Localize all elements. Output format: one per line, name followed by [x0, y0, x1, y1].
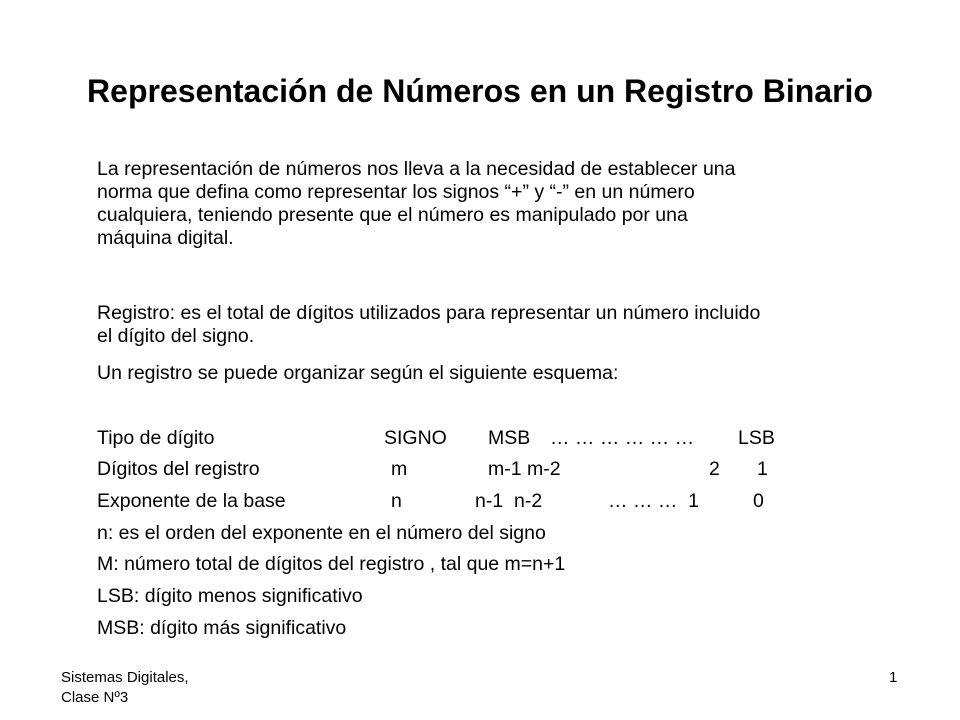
scheme-cell: 0 [753, 490, 764, 512]
slide-title: Representación de Números en un Registro Binario [87, 73, 873, 109]
registro-line: Registro: es el total de dígitos utilizados para representar un número incluido [97, 302, 761, 324]
scheme-cell: … … … … … … [550, 427, 695, 449]
scheme-cell: … … … 1 [608, 490, 700, 512]
scheme-row-label: Dígitos del registro [97, 458, 260, 480]
definition-line: LSB: dígito menos significativo [97, 585, 363, 607]
scheme-cell: n-1 n-2 [475, 490, 543, 512]
registro-paragraph [97, 302, 897, 348]
definition-line: M: número total de dígitos del registro , tal que m=n+1 [97, 553, 566, 575]
intro-line: La representación de números nos lleva a la necesidad de establecer una [97, 158, 736, 180]
registro-line: el dígito del signo. [97, 325, 255, 347]
footer-course-line: Sistemas Digitales, [61, 669, 189, 686]
definition-line: MSB: dígito más significativo [97, 617, 347, 639]
definition-line: n: es el orden del exponente en el número del signo [97, 522, 546, 544]
scheme-cell: LSB [738, 427, 775, 449]
scheme-cell: m [391, 458, 408, 480]
intro-paragraph [97, 158, 897, 250]
page-number: 1 [889, 669, 898, 686]
footer-course [61, 668, 189, 708]
intro-line: norma que defina como representar los signos “+” y “-” en un número [97, 181, 695, 203]
intro-line: máquina digital. [97, 227, 234, 249]
footer-course-line: Clase Nº3 [61, 689, 129, 706]
scheme-cell: SIGNO [384, 427, 447, 449]
scheme-cell: MSB [488, 427, 531, 449]
scheme-cell: 2 [709, 458, 720, 480]
scheme-cell: n [391, 490, 402, 512]
scheme-cell: 1 [757, 458, 768, 480]
esquema-intro: Un registro se puede organizar según el siguiente esquema: [97, 362, 619, 384]
scheme-row-label: Tipo de dígito [97, 427, 215, 449]
scheme-cell: m-1 m-2 [488, 458, 561, 480]
intro-line: cualquiera, teniendo presente que el número es manipulado por una [97, 204, 688, 226]
scheme-row-label: Exponente de la base [97, 490, 286, 512]
